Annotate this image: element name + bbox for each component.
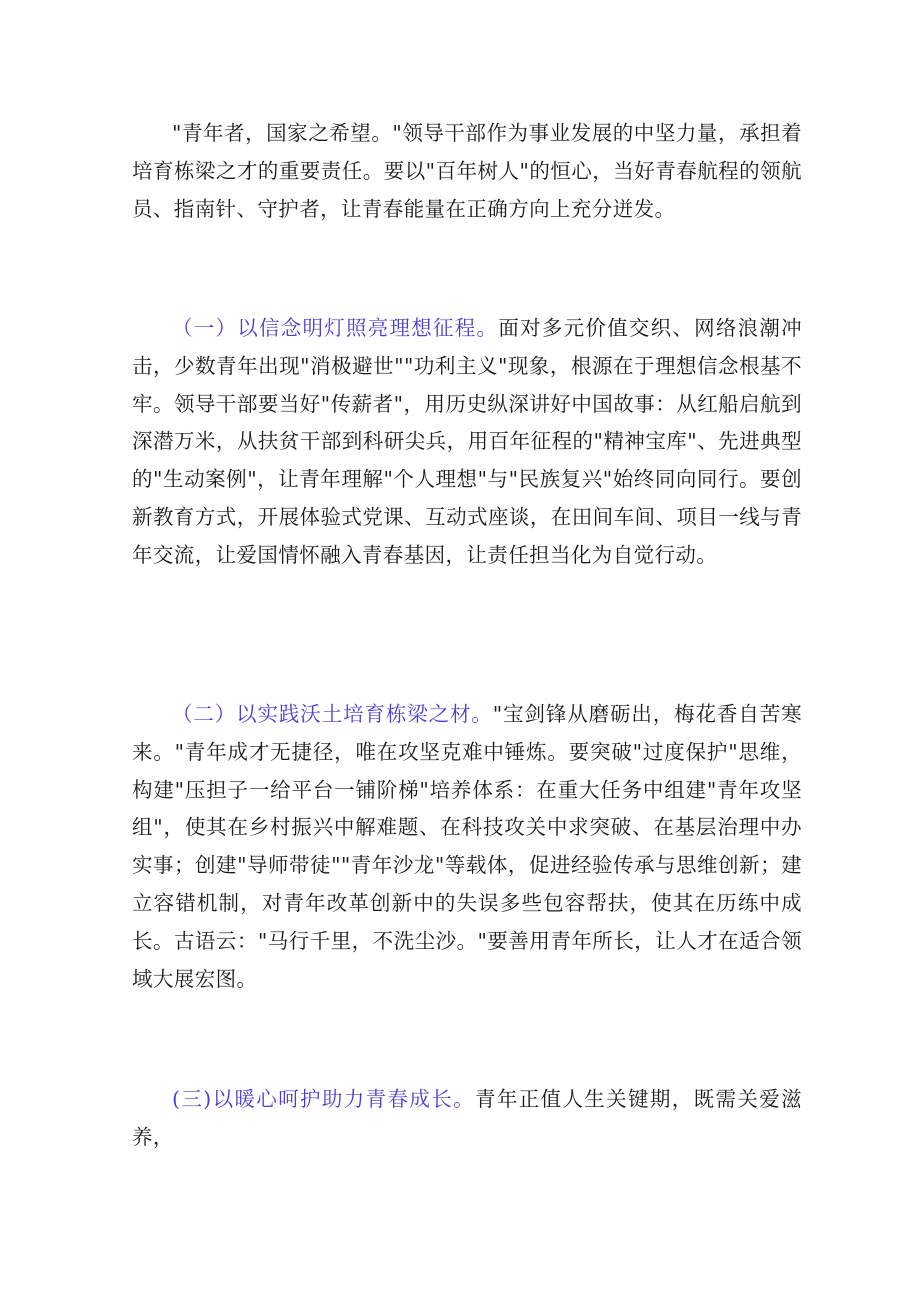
section-three-heading: (三)以暖心呵护助力青春成长。 <box>172 1087 475 1111</box>
intro-body: "青年者，国家之希望。"领导干部作为事业发展的中坚力量，承担着培育栋梁之才的重要责任。要以"百年树人"的恒心，当好青春航程的领航员、指南针、守护者，让青春能量在正确方向上充分迸发。 <box>132 121 802 221</box>
section-three-paragraph <box>132 1081 802 1157</box>
section-two-body: "宝剑锋从磨砺出，梅花香自苦寒来。"青年成才无捷径，唯在攻坚克难中锤炼。要突破"过度保护"思维，构建"压担子一给平台一铺阶梯"培养体系：在重大任务中组建"青年攻坚组"，使其在乡村振兴中解难题、在科技攻关中求突破、在基层治理中办实事；创建"导师带徒""青年沙龙"等载体，促进经验传承与思维创新；建立容错机制，对青年改革创新中的失误多些包容帮扶，使其在历练中成长。古语云："马行千里，不洗尘沙。"要善用青年所长，让人才在适合领域大展宏图。 <box>132 702 802 991</box>
section-one-heading: （一）以信念明灯照亮理想征程。 <box>172 316 499 340</box>
section-two-heading: （二）以实践沃土培育栋梁之材。 <box>172 702 493 726</box>
section-three-body: 青年正值人生关键期，既需关爱滋养， <box>132 1087 803 1149</box>
section-one-body: 面对多元价值交织、网络浪潮冲击，少数青年出现"消极避世""功利主义"现象，根源在于理想信念根基不牢。领导干部要当好"传薪者"，用历史纵深讲好中国故事：从红船启航到深潜万米，从扶贫干部到科研尖兵，用百年征程的"精神宝库"、先进典型的"生动案例"，让青年理解"个人理想"与"民族复兴"始终同向同行。要创新教育方式，开展体验式党课、互动式座谈，在田间车间、项目一线与青年交流，让爱国情怀融入青春基因，让责任担当化为自觉行动。 <box>132 316 803 567</box>
section-one-paragraph <box>132 310 802 575</box>
section-two-paragraph <box>132 696 802 998</box>
intro-paragraph <box>132 115 802 228</box>
